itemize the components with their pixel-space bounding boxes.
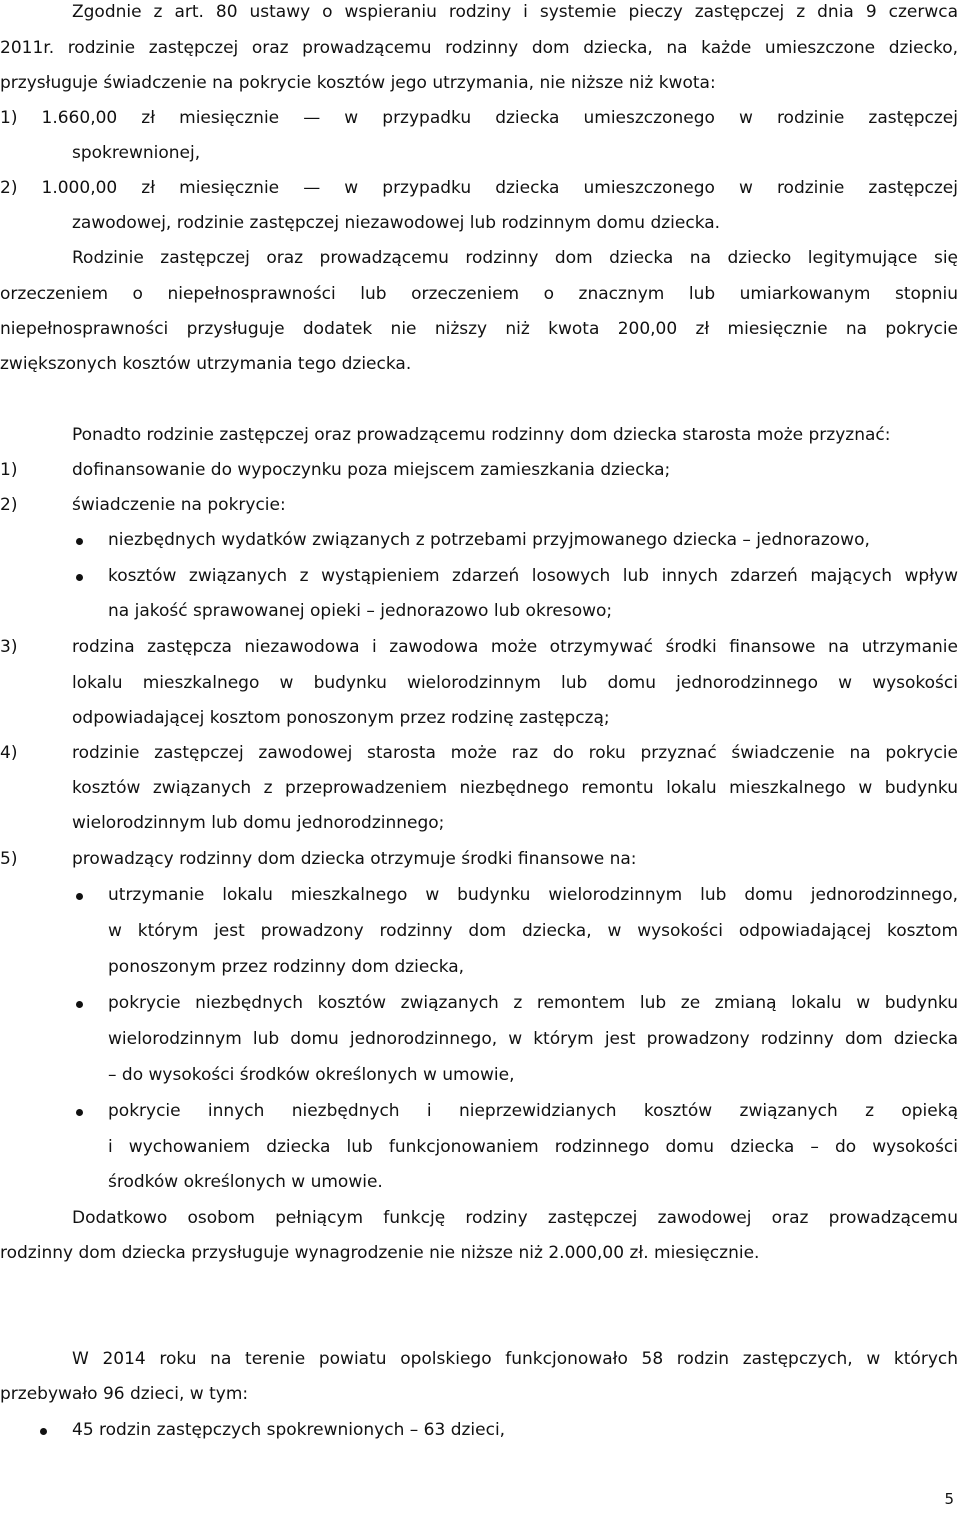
list-number: 3) xyxy=(0,637,18,657)
list-item-text: – do wysokości środków określonych w umowie, xyxy=(108,1065,515,1085)
list-item-text: i wychowaniem dziecka lub funkcjonowaniem rodzinnego domu dziecka – do wysokości xyxy=(108,1137,958,1157)
list-item-text: spokrewnionej, xyxy=(72,143,201,163)
paragraph-line: Rodzinie zastępczej oraz prowadzącemu rodzinny dom dziecka na dziecko legitymujące się xyxy=(72,248,958,268)
list-item-text: pokrycie niezbędnych kosztów związanych z remontem lub ze zmianą lokalu w budynku xyxy=(108,993,958,1013)
bullet-icon xyxy=(76,574,83,581)
paragraph-line: Zgodnie z art. 80 ustawy o wspieraniu rodziny i systemie pieczy zastępczej z dnia 9 czerwca xyxy=(72,2,958,22)
list-item-text: lokalu mieszkalnego w budynku wielorodzinnym lub domu jednorodzinnego w wysokości xyxy=(72,673,958,693)
bullet-icon xyxy=(76,1109,83,1116)
list-item-text: wielorodzinnym lub domu jednorodzinnego; xyxy=(72,813,445,833)
list-item-text: 1) 1.660,00 zł miesięcznie — w przypadku dziecka umieszczonego w rodzinie zastępczej xyxy=(0,108,958,128)
list-number: 2) xyxy=(0,495,18,515)
list-item-text: środków określonych w umowie. xyxy=(108,1172,383,1192)
list-item-text: utrzymanie lokalu mieszkalnego w budynku wielorodzinnym lub domu jednorodzinnego, xyxy=(108,885,958,905)
paragraph-line: 2011r. rodzinie zastępczej oraz prowadzącemu rodzinny dom dziecka, na każde umieszczone dziecko, xyxy=(0,38,958,58)
paragraph-line: niepełnosprawności przysługuje dodatek nie niższy niż kwota 200,00 zł miesięcznie na pokrycie xyxy=(0,319,958,339)
paragraph-line: rodzinny dom dziecka przysługuje wynagrodzenie nie niższe niż 2.000,00 zł. miesięcznie. xyxy=(0,1243,760,1263)
list-item-text: rodzina zastępcza niezawodowa i zawodowa może otrzymywać środki finansowe na utrzymanie xyxy=(72,637,958,657)
bullet-icon xyxy=(40,1428,47,1435)
paragraph-line: Ponadto rodzinie zastępczej oraz prowadzącemu rodzinny dom dziecka starosta może przyznać: xyxy=(72,425,891,445)
list-number: 5) xyxy=(0,849,18,869)
paragraph-line: przebywało 96 dzieci, w tym: xyxy=(0,1384,249,1404)
list-item-text: prowadzący rodzinny dom dziecka otrzymuje środki finansowe na: xyxy=(72,849,637,869)
list-item-text: niezbędnych wydatków związanych z potrzebami przyjmowanego dziecka – jednorazowo, xyxy=(108,530,870,550)
list-item-text: na jakość sprawowanej opieki – jednorazowo lub okresowo; xyxy=(108,601,613,621)
paragraph-line: orzeczeniem o niepełnosprawności lub orzeczeniem o znacznym lub umiarkowanym stopniu xyxy=(0,284,958,304)
page-number: 5 xyxy=(944,1490,954,1508)
list-item-text: odpowiadającej kosztom ponoszonym przez rodzinę zastępczą; xyxy=(72,708,610,728)
list-number: 4) xyxy=(0,743,18,763)
list-item-text: kosztów związanych z przeprowadzeniem niezbędnego remontu lokalu mieszkalnego w budynku xyxy=(72,778,958,798)
list-item-text: 45 rodzin zastępczych spokrewnionych – 63 dzieci, xyxy=(72,1420,506,1440)
paragraph-line: Dodatkowo osobom pełniącym funkcję rodziny zastępczej zawodowej oraz prowadzącemu xyxy=(72,1208,958,1228)
list-item-text: zawodowej, rodzinie zastępczej niezawodowej lub rodzinnym domu dziecka. xyxy=(72,213,721,233)
list-item-text: ponoszonym przez rodzinny dom dziecka, xyxy=(108,957,465,977)
list-item-text: 2) 1.000,00 zł miesięcznie — w przypadku dziecka umieszczonego w rodzinie zastępczej xyxy=(0,178,958,198)
list-item-text: w którym jest prowadzony rodzinny dom dziecka, w wysokości odpowiadającej kosztom xyxy=(108,921,958,941)
list-item-text: kosztów związanych z wystąpieniem zdarzeń losowych lub innych zdarzeń mających wpływ xyxy=(108,566,958,586)
list-item-text: rodzinie zastępczej zawodowej starosta może raz do roku przyznać świadczenie na pokrycie xyxy=(72,743,958,763)
paragraph-line: W 2014 roku na terenie powiatu opolskiego funkcjonowało 58 rodzin zastępczych, w których xyxy=(72,1349,958,1369)
list-item-text: dofinansowanie do wypoczynku poza miejscem zamieszkania dziecka; xyxy=(72,460,671,480)
bullet-icon xyxy=(76,1001,83,1008)
bullet-icon xyxy=(76,538,83,545)
list-item-text: świadczenie na pokrycie: xyxy=(72,495,286,515)
list-item-text: pokrycie innych niezbędnych i nieprzewidzianych kosztów związanych z opieką xyxy=(108,1101,958,1121)
paragraph-line: zwiększonych kosztów utrzymania tego dziecka. xyxy=(0,354,412,374)
list-number: 1) xyxy=(0,460,18,480)
paragraph-line: przysługuje świadczenie na pokrycie kosztów jego utrzymania, nie niższe niż kwota: xyxy=(0,73,716,93)
list-item-text: wielorodzinnym lub domu jednorodzinnego, w którym jest prowadzony rodzinny dom dziecka xyxy=(108,1029,958,1049)
bullet-icon xyxy=(76,893,83,900)
